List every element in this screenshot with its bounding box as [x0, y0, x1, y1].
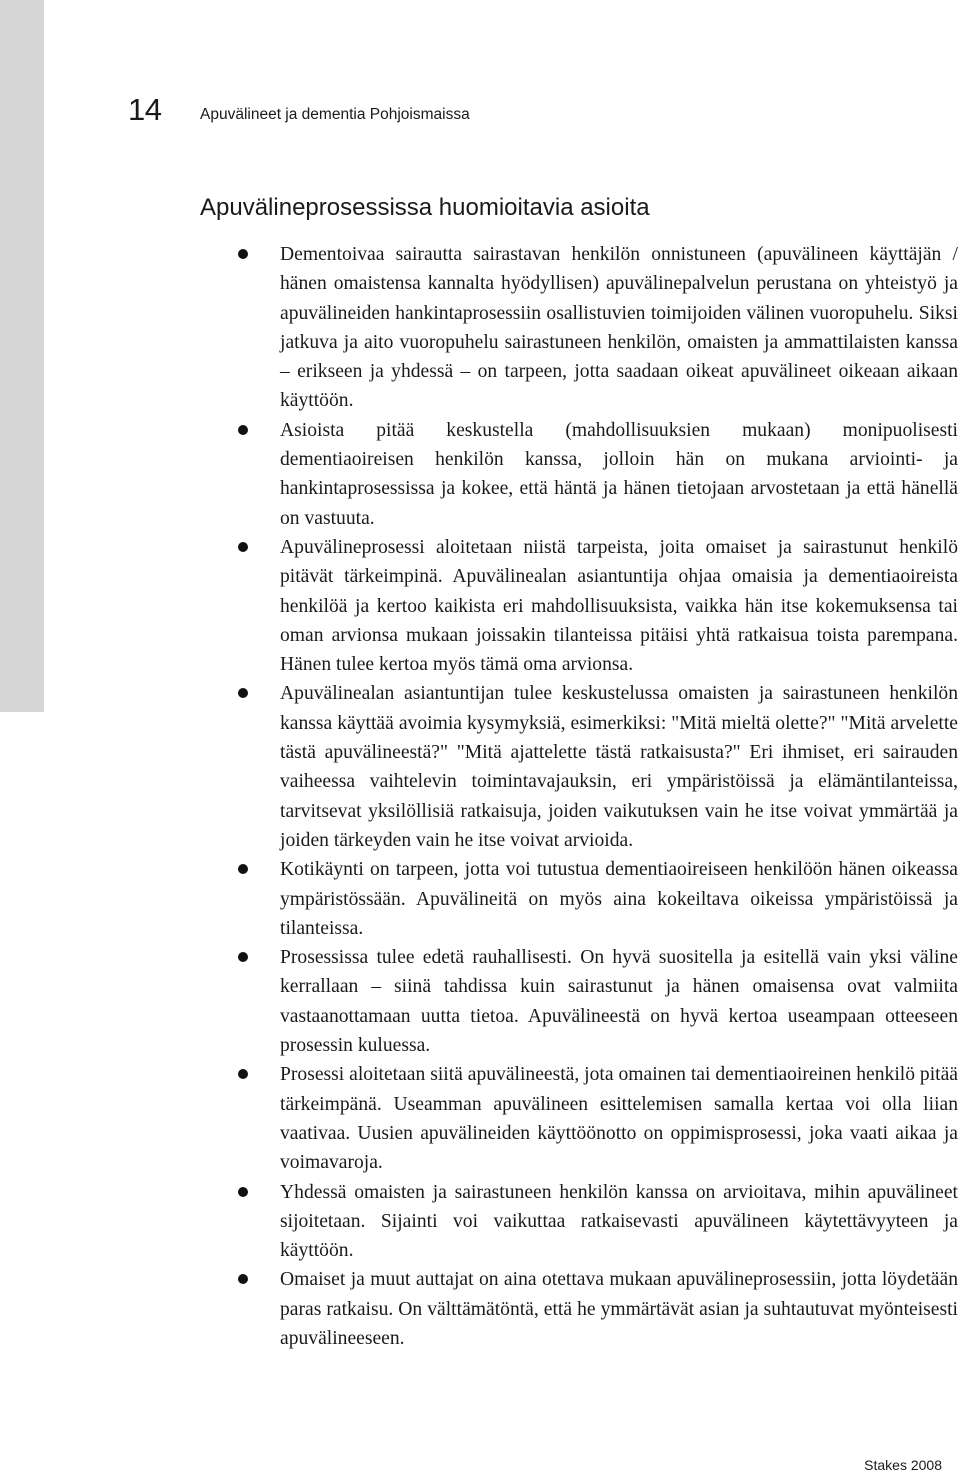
page-number: 14	[128, 92, 162, 127]
list-item	[238, 240, 958, 416]
list-item-text: Dementoivaa sairautta sairastavan henkilön onnistuneen (apuvälineen käyttäjän / hänen omaistensa kannalta hyödyllisen) apuvälinepalvelun perustana on yhteistyö ja apuvälineiden hankintaprosessiin osallistuvien toimijoiden välinen vuoropuhelu. Siksi jatkuva ja aito vuoropuhelu sairastuneen henkilön, omaisten ja ammattilaisten kanssa – erikseen ja yhdessä – on tarpeen, jotta saadaan oikeat apuvälineet oikeaan aikaan käyttöön.	[280, 244, 958, 412]
bullet-icon	[238, 952, 248, 962]
bullet-list	[238, 240, 958, 1353]
bullet-icon	[238, 425, 248, 435]
list-item	[238, 679, 958, 855]
bullet-icon	[238, 249, 248, 259]
list-item-text: Apuvälinealan asiantuntijan tulee keskustelussa omaisten ja sairastuneen henkilön kanssa käyttää avoimia kysymyksiä, esimerkiksi: "Mitä mieltä olette?" "Mitä arvelette tästä apuvälineestä?" "Mitä ajattelette tästä ratkaisusta?" Eri ihmiset, eri sairauden vaiheessa vaihtelevin toimintavajauksin, eri ympäristöissä ja elämäntilanteissa, tarvitsevat yksilöllisiä ratkaisuja, joiden vaikutuksen vain he itse voivat ymmärtää ja joiden tärkeyden vain he itse voivat arvioida.	[280, 683, 958, 851]
list-item-text: Asioista pitää keskustella (mahdollisuuksien mukaan) monipuolisesti dementiaoireisen henkilön kanssa, jolloin hän on mukana arviointi- ja hankintaprosessissa ja kokee, että häntä ja hänen tietojaan arvostetaan ja että hänellä on vastuuta.	[280, 419, 958, 529]
list-item	[238, 1060, 958, 1177]
bullet-icon	[238, 1274, 248, 1284]
list-item	[238, 1265, 958, 1353]
list-item-text: Kotikäynti on tarpeen, jotta voi tutustua dementiaoireiseen henkilöön hänen oikeassa ympäristössään. Apuvälineitä on myös aina kokeiltava oikeissa ympäristöissä ja tilanteissa.	[280, 859, 958, 939]
list-item	[238, 943, 958, 1060]
list-item-text: Omaiset ja muut auttajat on aina otettava mukaan apuvälineprosessiin, jotta löydetään paras ratkaisu. On välttämätöntä, että he ymmärtävät asian ja suhtautuvat myönteisesti apuvälineeseen.	[280, 1269, 958, 1349]
list-item	[238, 533, 958, 679]
bullet-icon	[238, 864, 248, 874]
list-item	[238, 416, 958, 533]
bullet-icon	[238, 542, 248, 552]
section-title: Apuvälineprosessissa huomioitavia asioita	[200, 194, 650, 221]
list-item-text: Prosessi aloitetaan siitä apuvälineestä, jota omainen tai dementiaoireinen henkilö pitää tärkeimpänä. Useamman apuvälineen esittelemisen samalla kertaa voi olla liian vaativaa. Uusien apuvälineiden käyttöönotto on oppimisprosessi, joka vaati aikaa ja voimavaroja.	[280, 1064, 958, 1174]
list-item-text: Yhdessä omaisten ja sairastuneen henkilön kanssa on arvioitava, mihin apuvälineet sijoitetaan. Sijainti voi vaikuttaa ratkaisevasti apuvälineen käytettävyyteen ja käyttöön.	[280, 1181, 958, 1262]
list-item-text: Apuvälineprosessi aloitetaan niistä tarpeista, joita omaiset ja sairastunut henkilö pitävät tärkeimpinä. Apuvälinealan asiantuntija ohjaa omaisia ja dementiaoireista henkilöä ja kertoo kaikista eri mahdollisuuksista, vaikka hän itse kokemuksensa tai oman arvionsa mukaan joissakin tilanteissa pitäisi yhtä ratkaisua toista parempana. Hänen tulee kertoa myös tämä oma arvionsa.	[280, 536, 958, 676]
bullet-icon	[238, 1187, 248, 1197]
side-tab	[0, 0, 44, 712]
bullet-icon	[238, 688, 248, 698]
running-title: Apuvälineet ja dementia Pohjoismaissa	[200, 106, 470, 123]
list-item	[238, 1178, 958, 1266]
list-item	[238, 855, 958, 943]
list-item-text: Prosessissa tulee edetä rauhallisesti. On hyvä suositella ja esitellä vain yksi väline kerrallaan – siinä tahdissa kuin sairastunut ja hänen omaisensa ovat valmiita vastaanottamaan uutta tietoa. Apuvälineestä on hyvä kertoa useampaan otteeseen prosessin kuluessa.	[280, 947, 958, 1057]
bullet-icon	[238, 1069, 248, 1079]
footer-publisher: Stakes 2008	[864, 1457, 942, 1473]
